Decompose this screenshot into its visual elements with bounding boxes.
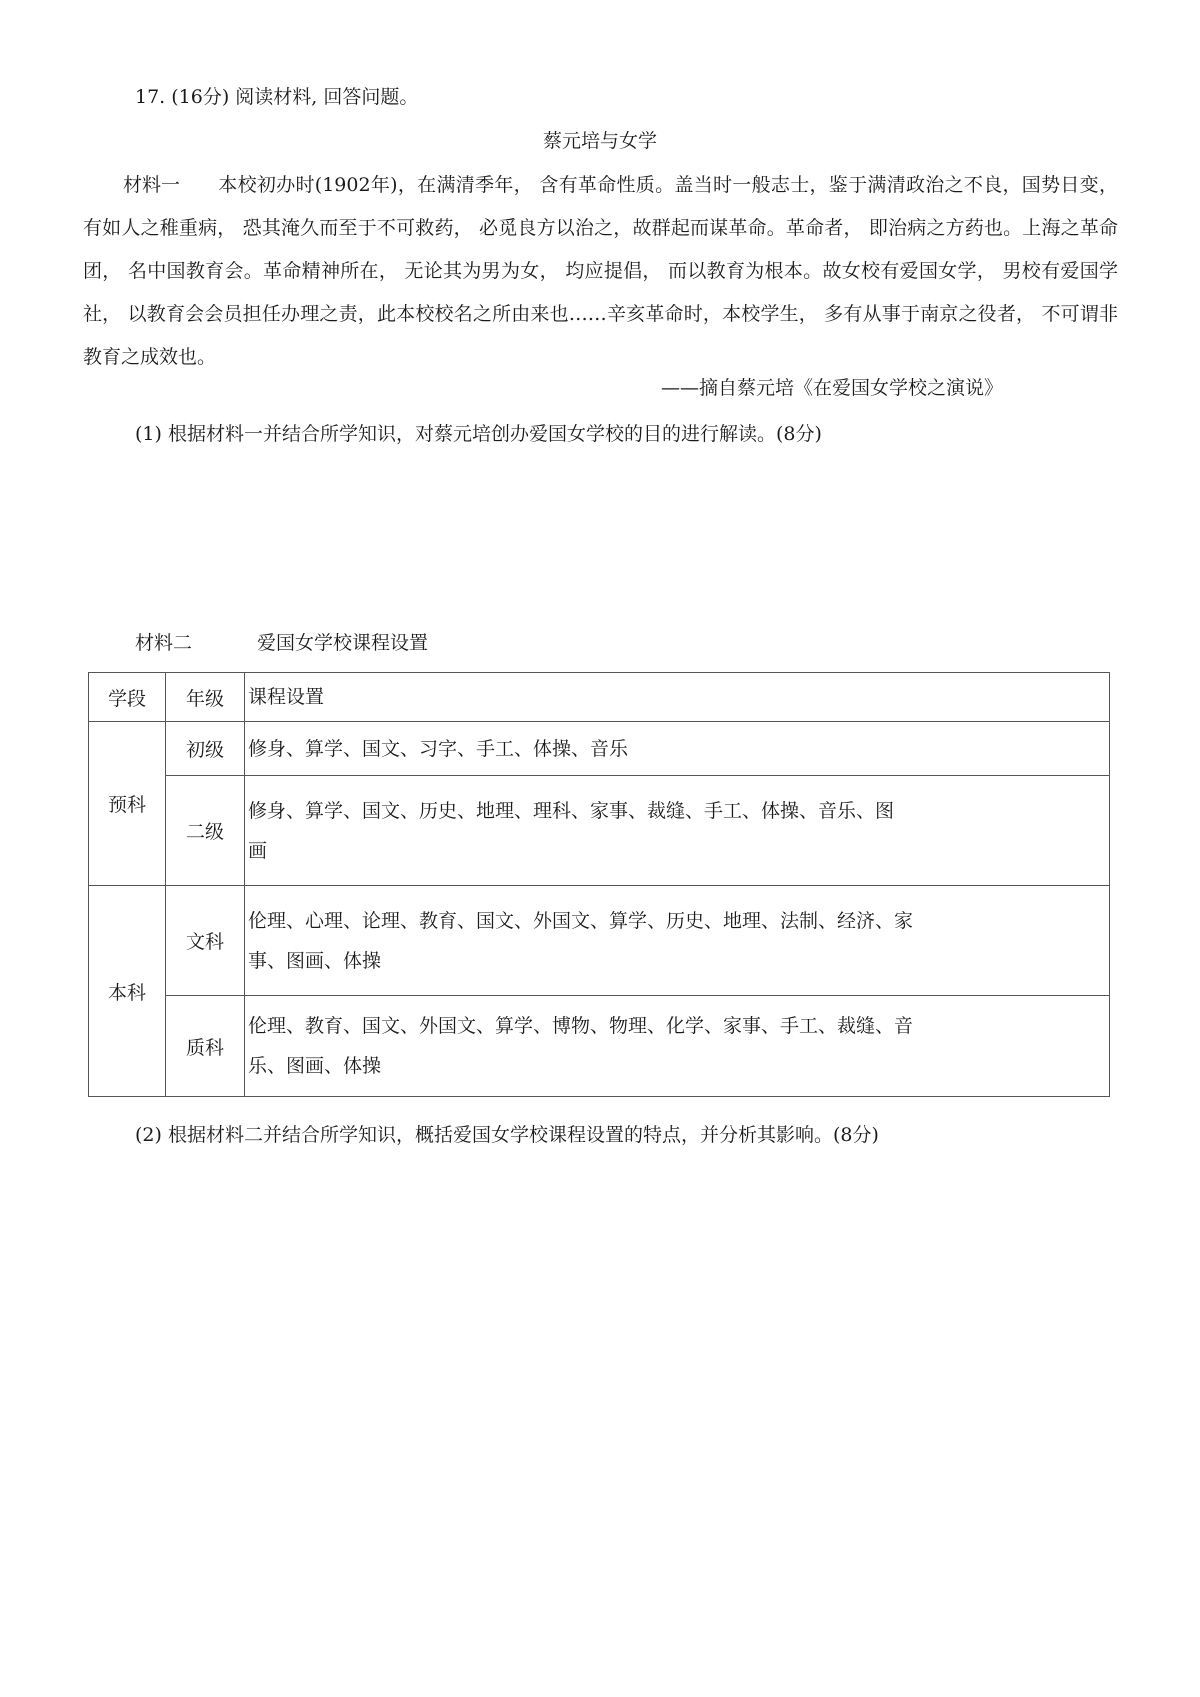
question-header: 17. (16分) 阅读材料, 回答问题。	[135, 86, 419, 108]
table-row	[89, 886, 1110, 996]
courses-cell: 修身、算学、国文、历史、地理、理科、家事、裁缝、手工、体操、音乐、图画	[245, 776, 1110, 886]
grade-cell: 文科	[166, 886, 245, 996]
material2-caption: 爱国女学校课程设置	[257, 632, 429, 654]
subquestion-2: (2) 根据材料二并结合所学知识，概括爱国女学校课程设置的特点，并分析其影响。(8分)	[135, 1124, 879, 1146]
table-row	[89, 996, 1110, 1097]
material1-text: 本校初办时(1902年)，在满清季年， 含有革命性质。盖当时一般志士，鉴于满清政治之不良，国势日变， 有如人之稚重病， 恐其淹久而至于不可救药， 必觅良方以治之，故群起而谋革命。革命者， 即治病之方药也。上海之革命团， 名中国教育会。革命精神所在， 无论其为男为女， 均应提倡， 而以教育为根本。故女校有爱国女学， 男校有爱国学社， 以教育会会员担任办理之责，此本校校名之所由来也……辛亥革命时，本校学生， 多有从事于南京之役者， 不可谓非教育之成效也。	[83, 174, 1118, 368]
material2-label: 材料二	[135, 632, 193, 654]
grade-cell: 初级	[166, 722, 245, 776]
table-row	[89, 776, 1110, 886]
courses-cell: 伦理、心理、论理、教育、国文、外国文、算学、历史、地理、法制、经济、家事、图画、体操	[245, 886, 1110, 996]
table-header-row	[89, 673, 1110, 722]
table-row	[89, 722, 1110, 776]
grade-cell: 质科	[166, 996, 245, 1097]
curriculum-table	[88, 672, 1110, 1097]
header-stage: 学段	[89, 673, 166, 722]
stage-cell: 本科	[89, 886, 166, 1097]
material-title: 蔡元培与女学	[542, 130, 657, 152]
material1-label: 材料一	[123, 174, 181, 196]
material1-paragraph	[83, 164, 1118, 379]
subquestion-1: (1) 根据材料一并结合所学知识，对蔡元培创办爱国女学校的目的进行解读。(8分)	[135, 423, 822, 445]
grade-cell: 二级	[166, 776, 245, 886]
material1-source: ——摘自蔡元培《在爱国女学校之演说》	[660, 377, 1003, 399]
courses-cell: 修身、算学、国文、习字、手工、体操、音乐	[245, 722, 1110, 776]
courses-cell: 伦理、教育、国文、外国文、算学、博物、物理、化学、家事、手工、裁缝、音乐、图画、体操	[245, 996, 1110, 1097]
header-grade: 年级	[166, 673, 245, 722]
stage-cell: 预科	[89, 722, 166, 886]
header-courses: 课程设置	[245, 673, 1110, 722]
